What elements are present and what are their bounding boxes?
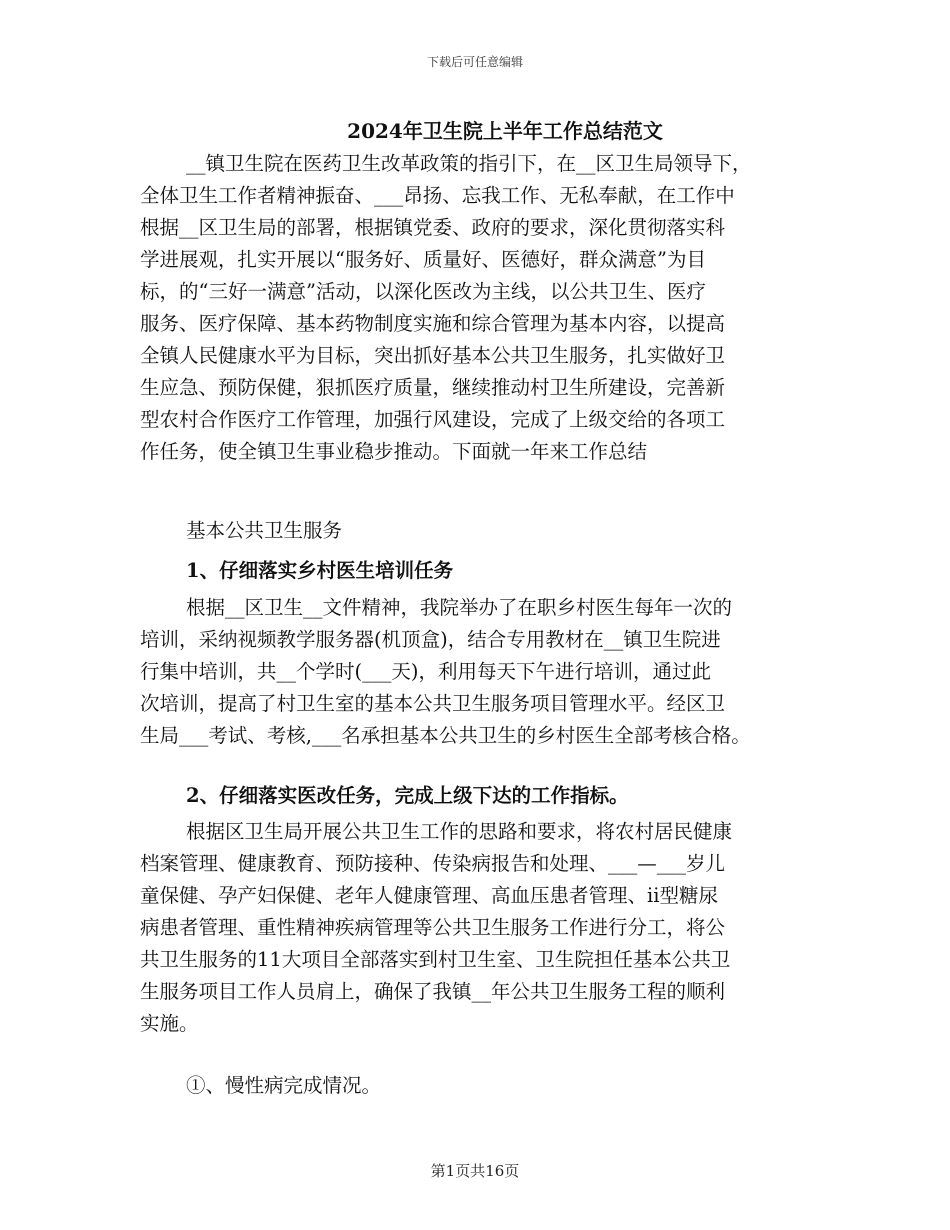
- training-line: 行集中培训，共__个学时(___天)，利用每天下午进行培训，通过此: [140, 660, 711, 683]
- heading-text: 2、仔细落实医改任务，完成上级下达的工作指标。: [186, 784, 629, 807]
- intro-line: 服务、医疗保障、基本药物制度实施和综合管理为基本内容，以提高: [140, 312, 726, 335]
- section-basic-public-health: [140, 515, 820, 547]
- reform-line: 病患者管理、重性精神疾病管理等公共卫生服务工作进行分工，将公: [140, 916, 726, 939]
- training-line: 次培训，提高了村卫生室的基本公共卫生服务项目管理水平。经区卫: [140, 692, 726, 715]
- reform-line: 童保健、孕产妇保健、老年人健康管理、高血压患者管理、ii型糖尿: [140, 884, 718, 907]
- intro-line: 学进展观，扎实开展以“服务好、质量好、医德好，群众满意”为目: [140, 248, 706, 271]
- reform-line: 生服务项目工作人员肩上，确保了我镇__年公共卫生服务工程的顺利: [140, 980, 726, 1003]
- training-line: 根据__区卫生__文件精神，我院举办了在职乡村医生每年一次的: [186, 596, 733, 619]
- header-note: 下载后可任意编辑: [426, 55, 523, 69]
- reform-paragraph: [140, 816, 820, 1040]
- subheading-text: ①、慢性病完成情况。: [186, 1074, 382, 1097]
- training-line: 培训，采纳视频教学服务器(机顶盒)，结合专用教材在__镇卫生院进: [140, 628, 721, 651]
- intro-line: 根据__区卫生局的部署，根据镇党委、政府的要求，深化贯彻落实科: [140, 216, 726, 239]
- training-line: 生局___考试、考核,___名承担基本公共卫生的乡村医生全部考核合格。: [140, 724, 751, 747]
- heading-village-doctor-training: [140, 555, 820, 587]
- reform-line: 档案管理、健康教育、预防接种、传染病报告和处理、___—___岁儿: [140, 852, 726, 875]
- reform-line: 共卫生服务的11大项目全部落实到村卫生室、卫生院担任基本公共卫: [140, 948, 731, 971]
- intro-line: 型农村合作医疗工作管理，加强行风建设，完成了上级交给的各项工: [140, 408, 726, 431]
- intro-line: __镇卫生院在医药卫生改革政策的指引下，在__区卫生局领导下，: [186, 152, 752, 175]
- training-paragraph: [140, 592, 820, 752]
- intro-line: 全镇人民健康水平为目标，突出抓好基本公共卫生服务，扎实做好卫: [140, 344, 726, 367]
- reform-line: 实施。: [140, 1012, 199, 1035]
- section-label: 基本公共卫生服务: [186, 519, 343, 542]
- document-title: 2024年卫生院上半年工作总结范文: [347, 119, 663, 143]
- intro-line: 作任务，使全镇卫生事业稳步推动。下面就一年来工作总结: [140, 440, 648, 463]
- intro-line: 全体卫生工作者精神振奋、___昂扬、忘我工作、无私奉献，在工作中: [140, 184, 735, 207]
- intro-line: 标，的“三好一满意”活动，以深化医改为主线，以公共卫生、医疗: [140, 280, 706, 303]
- heading-text: 1、仔细落实乡村医生培训任务: [186, 559, 454, 582]
- subheading-chronic-disease: [140, 1070, 820, 1102]
- page-number: 第1页共16页: [430, 1162, 520, 1180]
- intro-paragraph: [140, 148, 820, 468]
- intro-line: 生应急、预防保健，狠抓医疗质量，继续推动村卫生所建设，完善新: [140, 376, 726, 399]
- reform-line: 根据区卫生局开展公共卫生工作的思路和要求，将农村居民健康: [186, 820, 733, 843]
- heading-medical-reform: [140, 780, 820, 812]
